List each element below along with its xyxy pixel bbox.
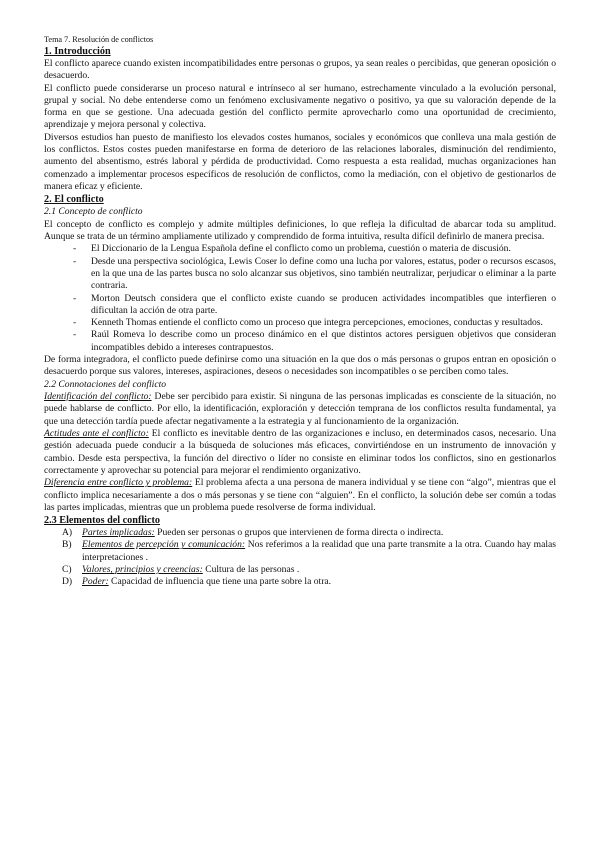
connotation-entry xyxy=(44,391,556,428)
element-marker: C) xyxy=(62,563,72,575)
connotation-text: El conflicto es inevitable dentro de las organizaciones e incluso, en determinados casos, necesario. Una gestión adecuada puede conducir a la búsqueda de soluciones más eficaces, convirtiéndose en un instrumento de innovación y cambio. Desde esta perspectiva, la función del directivo o líder no consiste en eliminar todos los conflictos, sino en gestionarlos correctamente y aprovechar su potencial para mejorar el rendimiento organizativo. xyxy=(44,428,557,476)
subsection-2-1-title: 2.1 Concepto de conflicto xyxy=(44,206,143,218)
section-1-title: 1. Introducción xyxy=(44,46,111,57)
subsection-2-3-title: 2.3 Elementos del conflicto xyxy=(44,515,161,527)
definition-item: - El Diccionario de la Lengua Española define el conflicto como un problema, cuestión o materia de discusión. xyxy=(79,243,556,255)
element-item xyxy=(62,527,556,539)
element-text: Cultura de las personas . xyxy=(202,563,300,575)
intro-paragraph-3: Diversos estudios han puesto de manifiesto los elevados costes humanos, sociales y económicos que conlleva una mala gestión de los conflictos. Estos costes pueden manifestarse en forma de deterioro de las relaciones laborales, disminución del rendimiento, aumento del absentismo, estrés laboral y pérdida de productividad. Como respuesta a esta realidad, muchas organizaciones han comenzado a implementar procesos específicos de resolución de conflictos, como la mediación, con el objetivo de gestionarlos de manera eficaz y eficiente. xyxy=(44,131,556,192)
connotation-text: Debe ser percibido para existir. Si ninguna de las personas implicadas es consciente de la situación, no puede hablarse de conflicto. Por ello, la identificación, exploración y detección temprana de los conflictos resulta fundamental, ya que una detección tardía puede afectar negativamente a la estrategia y al funcionamiento de la organización. xyxy=(44,391,557,427)
connotation-term: Actitudes ante el conflicto: xyxy=(44,428,149,440)
definition-item: - Desde una perspectiva sociológica, Lewis Coser lo define como una lucha por valores, estatus, poder o recursos escasos, en la que una de las partes busca no solo alcanzar sus objetivos, sino también neutralizar, perjudicar o eliminar a la parte contraria. xyxy=(79,256,556,293)
element-term: Elementos de percepción y comunicación: xyxy=(82,539,246,551)
elements-list xyxy=(44,527,556,588)
subsection-2-2-title: 2.2 Connotaciones del conflicto xyxy=(44,378,167,390)
definition-item: - Raúl Romeva lo describe como un proceso dinámico en el que distintos actores persiguen objetivos que consideran incompatibles debido a intereses contrapuestos. xyxy=(79,329,556,354)
intro-paragraph-2: El conflicto puede considerarse un proceso natural e intrínseco al ser humano, estrechamente vinculado a la evolución personal, grupal y social. No debe entenderse como un fenómeno exclusivamente negativo o positivo, ya que su valoración depende de la forma en que se gestione. Una adecuada gestión del conflicto permite aprovecharlo como una oportunidad de crecimiento, aprendizaje y mejora personal y colectiva. xyxy=(44,82,556,131)
element-item xyxy=(62,564,556,576)
definitions-list xyxy=(44,243,556,354)
element-term: Partes implicadas: xyxy=(82,527,155,539)
connotation-text: El problema afecta a una persona de manera individual y se tiene con “algo”, mientras que el conflicto implica necesariamente a dos o más personas y se tiene con “alguien”. En el conflicto, la solución debe ser común a todas las partes implicadas, mientras que un problema puede resolverse de forma individual. xyxy=(44,477,556,513)
element-text: Pueden ser personas o grupos que intervienen de forma directa o indirecta. xyxy=(154,527,444,539)
connotation-entry xyxy=(44,477,556,514)
intro-paragraph-1: El conflicto aparece cuando existen incompatibilidades entre personas o grupos, ya sean reales o percibidas, que generan oposición o desacuerdo. xyxy=(44,58,556,82)
section-2-title: 2. El conflicto xyxy=(44,194,104,206)
page-header: Tema 7. Resolución de conflictos xyxy=(44,35,154,44)
element-marker: B) xyxy=(62,539,72,551)
definition-item: - Kenneth Thomas entiende el conflicto como un proceso que integra percepciones, emociones, conductas y resultados. xyxy=(79,317,556,329)
connotation-term: Diferencia entre conflicto y problema: xyxy=(44,477,193,489)
element-text: Capacidad de influencia que tiene una parte sobre la otra. xyxy=(108,576,332,588)
element-text: Nos referimos a la realidad que una parte transmite a la otra. Cuando hay malas interpretaciones . xyxy=(82,539,556,563)
element-item xyxy=(62,539,556,564)
definition-item: - Morton Deutsch considera que el conflicto existe cuando se producen actividades incompatibles que interfieren o dificultan la acción de otra parte. xyxy=(79,293,556,318)
element-marker: A) xyxy=(62,527,73,539)
element-marker: D) xyxy=(62,576,73,588)
connotation-entry xyxy=(44,428,556,477)
connotation-term: Identificación del conflicto: xyxy=(44,391,152,403)
element-item xyxy=(62,576,556,588)
element-term: Valores, principios y creencias: xyxy=(82,563,203,575)
concept-closing: De forma integradora, el conflicto puede definirse como una situación en la que dos o más personas o grupos entran en oposición o desacuerdo porque sus valores, intereses, aspiraciones, deseos o necesidades son incompatibles o se perciben como tales. xyxy=(44,354,556,378)
concept-intro: El concepto de conflicto es complejo y admite múltiples definiciones, lo que refleja la dificultad de abarcar toda su amplitud. Aunque se trata de un término ampliamente utilizado y comprendido de forma intuitiva, resulta difícil definirlo de manera precisa. xyxy=(44,218,556,243)
element-term: Poder: xyxy=(82,576,109,588)
